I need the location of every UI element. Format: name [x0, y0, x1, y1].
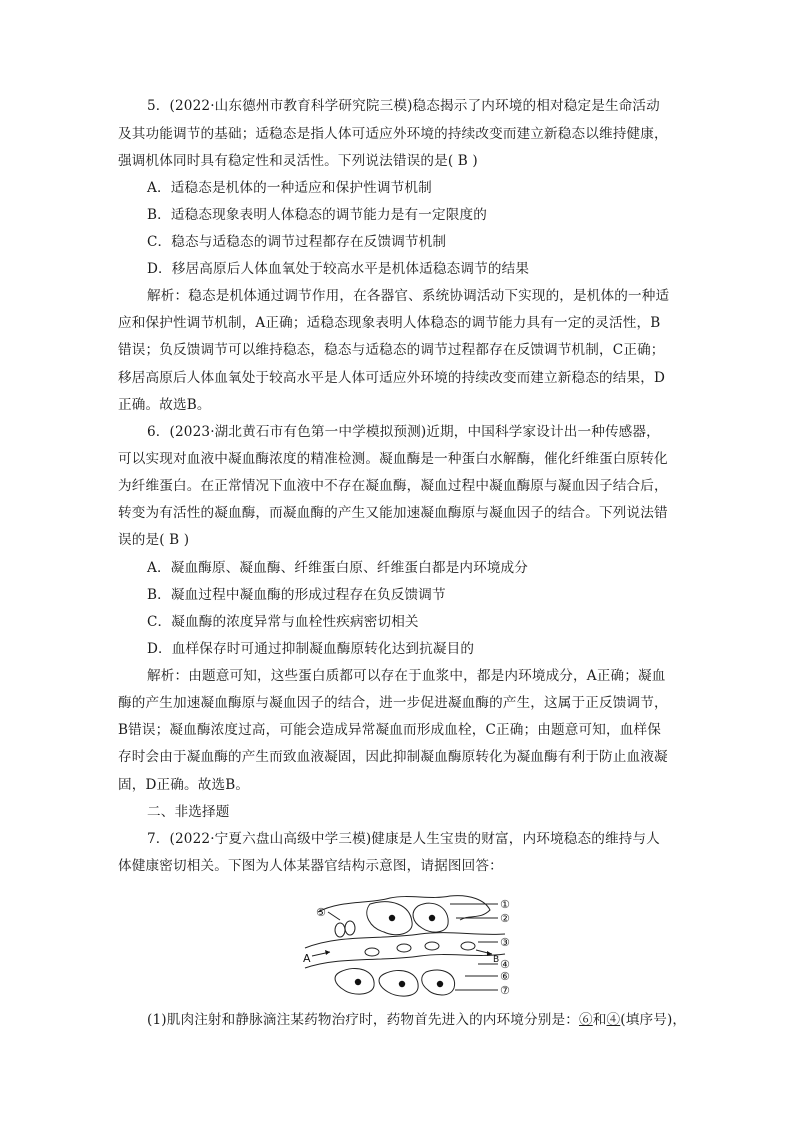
q6-analysis-line-1: 解析：由题意可知，这些蛋白质都可以存在于血浆中，都是内环境成分，A正确；凝血 — [147, 668, 666, 684]
q6-stem-line-3: 为纤维蛋白。在正常情况下血液中不存在凝血酶，凝血过程中凝血酶原与凝血因子结合后， — [118, 478, 668, 494]
q6-stem-line-5: 误的是( B ) — [118, 532, 190, 548]
q5-analysis-line-5: 正确。故选B。 — [118, 397, 211, 413]
q5-stem-line-3: 强调机体同时具有稳定性和灵活性。下列说法错误的是( B ) — [118, 153, 478, 169]
q5-stem-line-1: 5．(2022·山东德州市教育科学研究院三模)稳态揭示了内环境的相对稳定是生命活动 — [147, 98, 660, 114]
tissue-cell-4 — [379, 970, 418, 996]
diagram-label-4: ④ — [500, 958, 510, 971]
q7-stem-line-1: 7．(2022·宁夏六盘山高级中学三模)健康是人生宝贵的财富，内环境稳态的维持与人 — [147, 831, 660, 847]
q7-sub1-prefix: (1)肌肉注射和静脉滴注某药物治疗时，药物首先进入的内环境分别是： — [147, 1012, 580, 1028]
q5-option-a: A．适稳态是机体的一种适应和保护性调节机制 — [147, 180, 432, 196]
q6-analysis-line-2: 酶的产生加速凝血酶原与凝血因子的结合，进一步促进凝血酶的产生，这属于正反馈调节， — [118, 695, 668, 711]
q5-option-b: B．适稳态现象表明人体稳态的调节能力是有一定限度的 — [147, 207, 487, 223]
q5-stem-line-2: 及其功能调节的基础；适稳态是指人体可适应外环境的持续改变而建立新稳态以维持健康， — [118, 126, 668, 142]
diagram-label-2: ② — [500, 912, 510, 925]
q5-analysis-line-4: 移居高原后人体血氧处于较高水平是人体可适应外环境的持续改变而建立新稳态的结果，D — [118, 370, 666, 386]
section-heading: 二、非选择题 — [147, 804, 230, 820]
q7-sub1-mid: 和 — [592, 1012, 607, 1028]
q5-option-c: C．稳态与适稳态的调节过程都存在反馈调节机制 — [147, 234, 447, 250]
q6-analysis-line-3: B错误；凝血酶浓度过高，可能会造成异常凝血而形成血栓，C正确；由题意可知，血样保 — [118, 722, 661, 738]
diagram-label-3: ③ — [500, 936, 510, 949]
q7-sub1 — [147, 1010, 707, 1030]
diagram-label-B: B — [493, 955, 500, 965]
q6-option-a: A．凝血酶原、凝血酶、纤维蛋白原、纤维蛋白都是内环境成分 — [147, 560, 529, 576]
q6-stem-line-2: 可以实现对血液中凝血酶浓度的精准检测。凝血酶是一种蛋白水解酶，催化纤维蛋白原转化 — [118, 451, 668, 467]
q7-sub1-answer-2: ④ — [606, 1012, 621, 1028]
q6-analysis-line-5: 固，D正确。故选B。 — [118, 777, 250, 793]
diagram-label-5: ⑤ — [316, 906, 326, 919]
q7-sub1-answer-1: ⑥ — [579, 1012, 593, 1028]
q7-stem-line-2: 体健康密切相关。下图为人体某器官结构示意图，请据图回答： — [118, 858, 503, 874]
diagram-label-A: A — [303, 952, 311, 965]
q7-sub1-suffix: (填序号)， — [620, 1012, 687, 1028]
q5-analysis-line-3: 错误；负反馈调节可以维持稳态，稳态与适稳态的调节过程都存在反馈调节机制，C正确； — [118, 342, 665, 358]
diagram-label-6: ⑥ — [500, 970, 510, 983]
q6-option-d: D．血样保存时可通过抑制凝血酶原转化达到抗凝目的 — [147, 641, 475, 657]
q6-option-b: B．凝血过程中凝血酶的形成过程存在负反馈调节 — [147, 587, 446, 603]
q6-stem-line-1: 6．(2023·湖北黄石市有色第一中学模拟预测)近期，中国科学家设计出一种传感器， — [147, 424, 660, 440]
q6-analysis-line-4: 存时会由于凝血酶的产生而致血液凝固，因此抑制凝血酶原转化为凝血酶有利于防止血液凝 — [118, 749, 668, 765]
tissue-cell-3 — [335, 968, 374, 994]
q5-option-d: D．移居高原后人体血氧处于较高水平是机体适稳态调节的结果 — [147, 261, 530, 277]
q6-option-c: C．凝血酶的浓度异常与血栓性疾病密切相关 — [147, 614, 419, 630]
q5-analysis-line-2: 应和保护性调节机制，A正确；适稳态现象表明人体稳态的调节能力具有一定的灵活性，B — [118, 315, 661, 331]
capillary-lower-wall — [305, 954, 505, 968]
diagram-label-7: ⑦ — [500, 984, 510, 997]
diagram-label-1: ① — [500, 898, 510, 911]
organ-structure-diagram — [300, 890, 520, 1000]
q6-stem-line-4: 转变为有活性的凝血酶，而凝血酶的产生又能加速凝血酶原与凝血因子的结合。下列说法错 — [118, 505, 668, 521]
q5-analysis-line-1: 解析：稳态是机体通过调节作用，在各器官、系统协调活动下实现的，是机体的一种适 — [147, 288, 670, 304]
